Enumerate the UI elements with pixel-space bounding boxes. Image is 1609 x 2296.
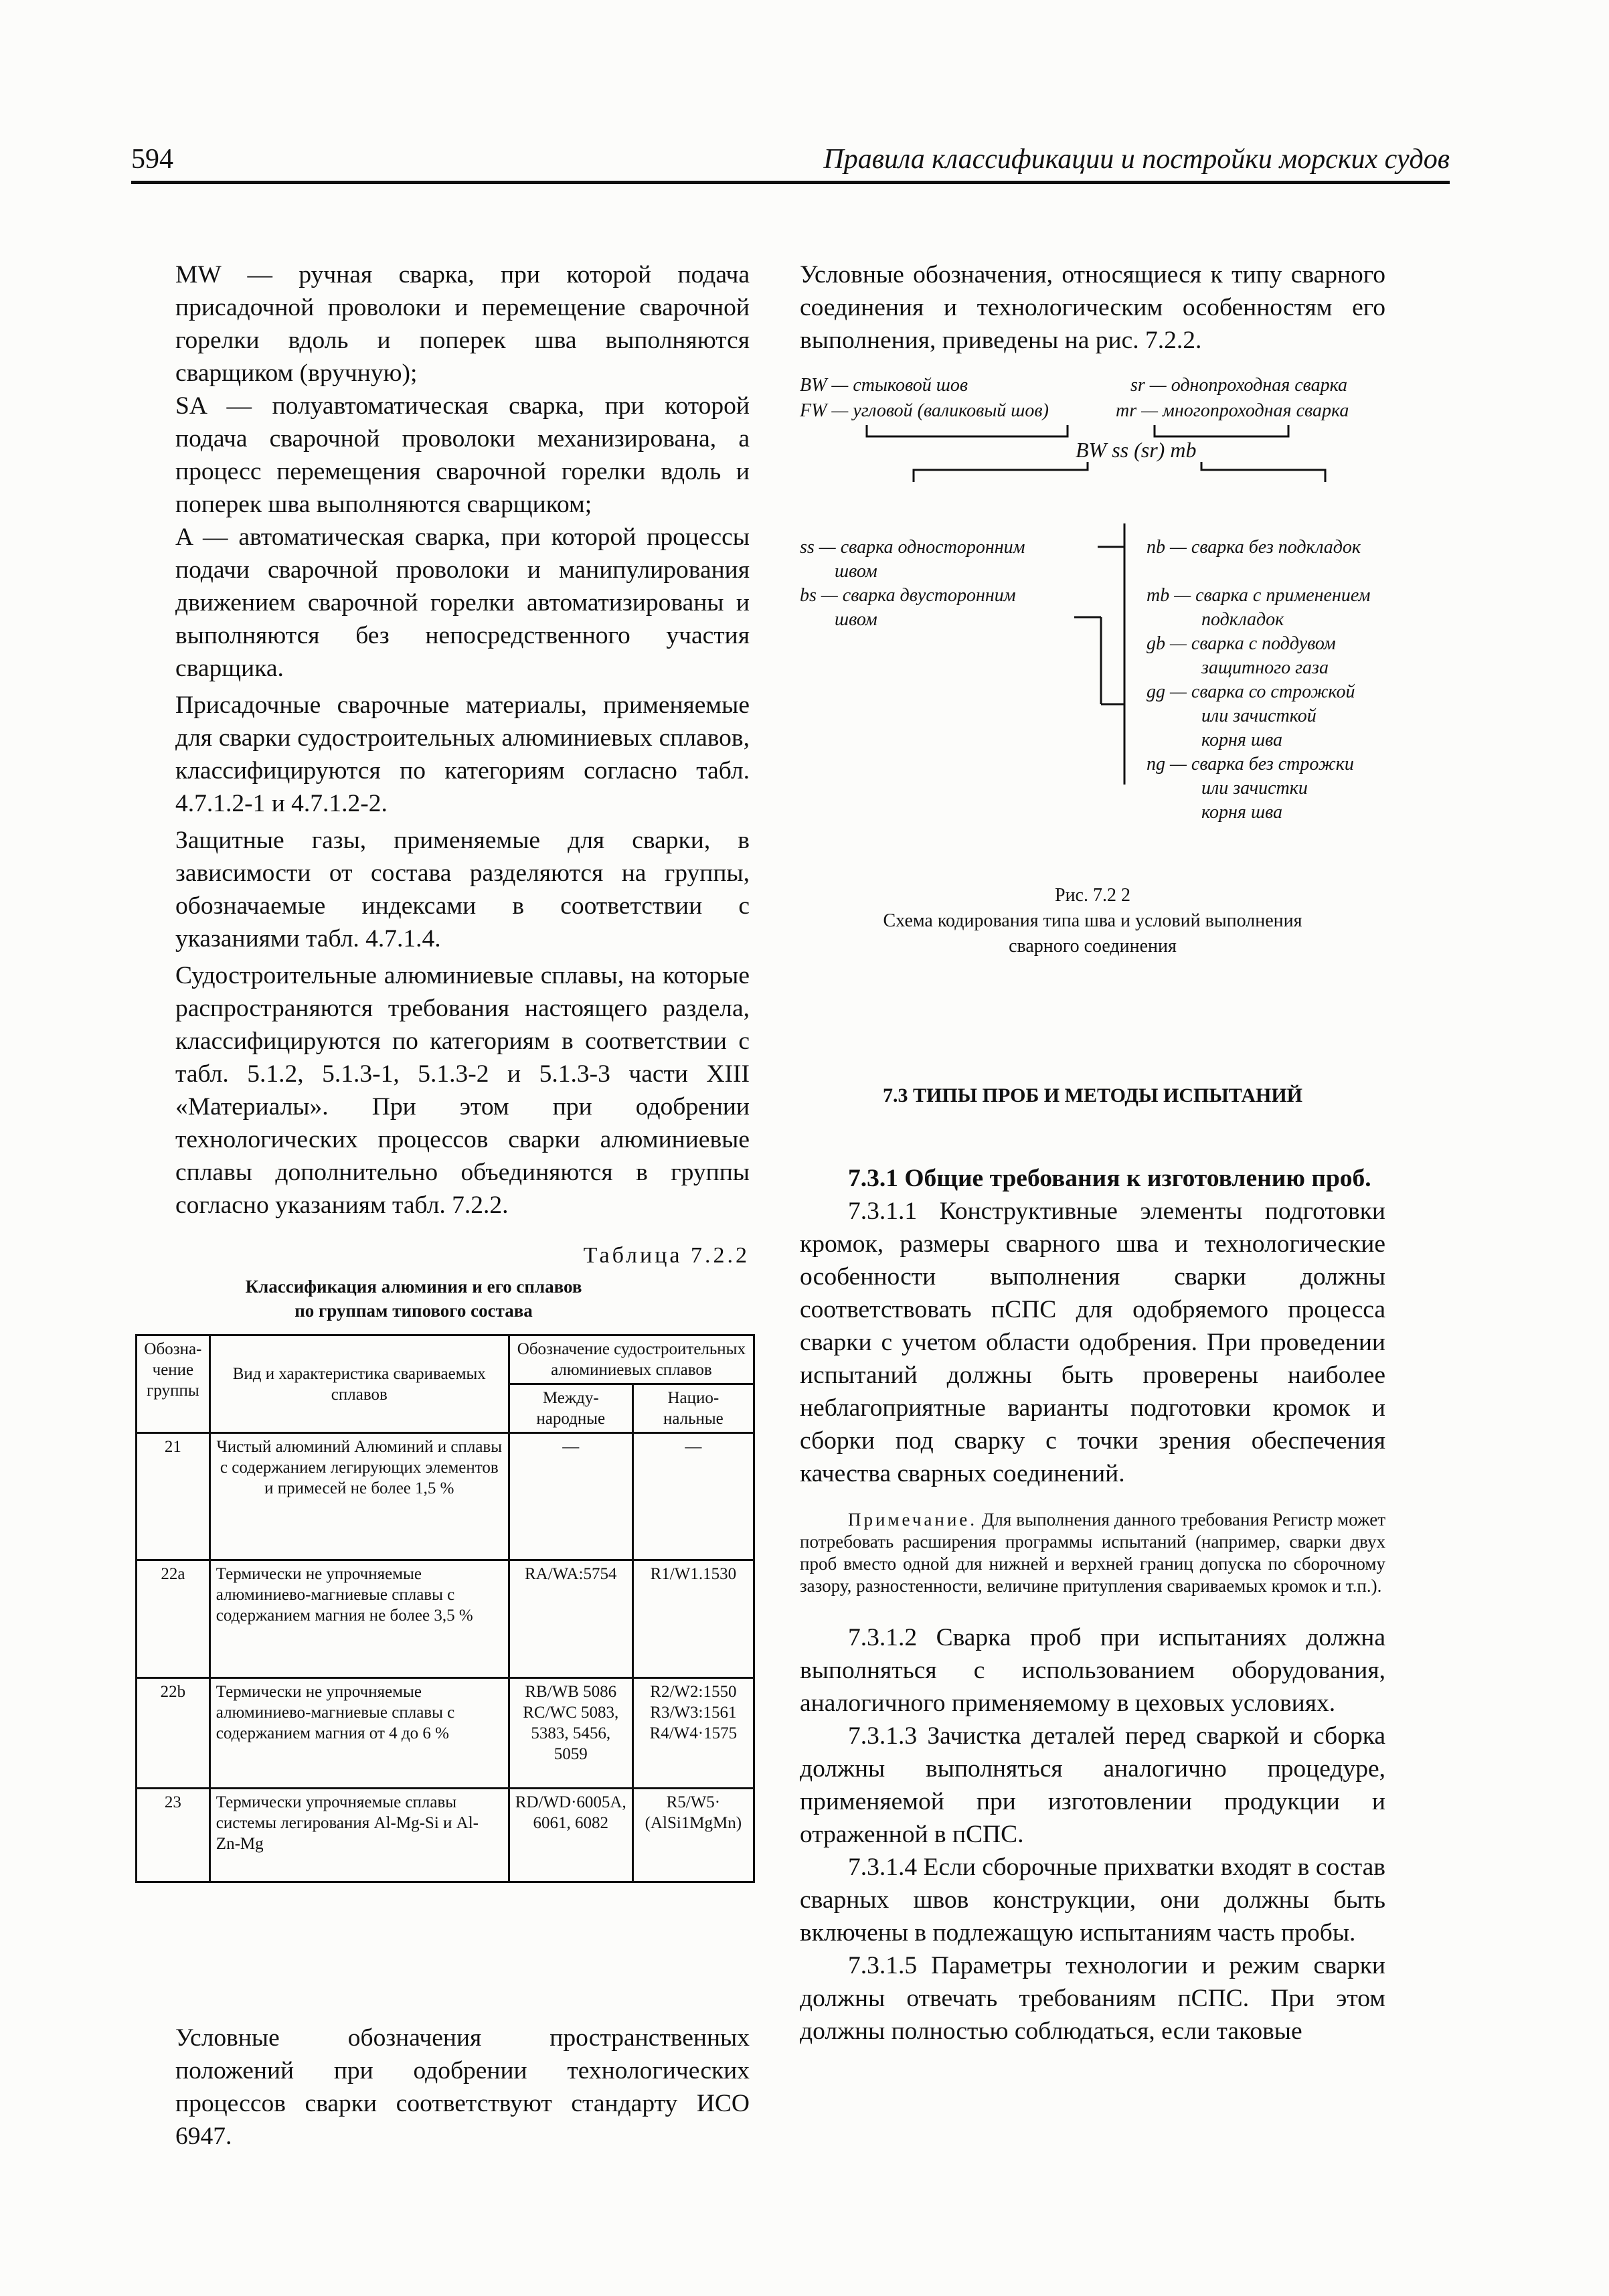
cell-nat: — [632,1433,754,1560]
running-title: Правила классификации и постройки морских судов [823,144,1450,175]
alloy-groups-table [135,1334,755,1883]
paragraph-mw: MW — ручная сварка, при которой подача присадочной проволоки и перемещение сварочной горелки вдоль и поперек шва выполняются сварщиком (вручную); [175,261,750,387]
paragraph-7312-number: 7.3.1.2 [848,1624,918,1651]
header-group: Обозна-чение группы [137,1335,210,1433]
subsection-731-title: Общие требования к изготовлению проб. [904,1165,1371,1192]
table-row [137,1560,754,1678]
paragraph-sa: SA — полуавтоматическая сварка, при которой подача сварочной проволоки механизирована, а процесс перемещения сварочной горелки вдоль и поперек шва выполняются сварщиком; [175,392,750,518]
cell-intl: — [509,1433,632,1560]
label-code: BW ss (sr) mb [1076,438,1197,462]
table-title-line1: Классификация алюминия и его сплавов [245,1277,582,1297]
paragraph-7312-text: Сварка проб при испытаниях должна выполняться с использованием оборудования, аналогичного применяемому в цеховых условиях. [800,1624,1385,1717]
paragraph-7313-text: Зачистка деталей перед сваркой и сборка должны выполняться аналогично процедуре, применяемой при изготовлении продукции и отраженной в пСПС. [800,1722,1385,1848]
label-bw: BW — стыковой шов [800,375,968,396]
paragraph-alloys: Судостроительные алюминиевые сплавы, на которые распространяются требования настоящего раздела, классифицируются по категориям в соответствии с табл. 5.1.2, 5.1.3-1, 5.1.3-2 и 5.1.3-3 части XIII «Материалы». При этом при одобрении технологических процессов сварки алюминиевые сплавы дополнительно объединяются в группы согласно указаниям табл. 7.2.2. [175,962,750,1219]
label-gg-cont2: корня шва [1201,730,1283,750]
paragraph-shielding-gases: Защитные газы, применяемые для сварки, в зависимости от состава разделяются на группы, обозначаемые индексами в соответствии с указаниями табл. 4.7.1.4. [175,827,750,953]
label-fw: FW — угловой (валиковый шов) [800,400,1049,421]
paragraph-7313-number: 7.3.1.3 [848,1722,918,1750]
paragraph-7311-number: 7.3.1.1 [848,1198,918,1225]
paragraph-7315-number: 7.3.1.5 [848,1952,918,1979]
label-mb: mb — сварка с применением [1147,585,1371,606]
header-designation: Обозначение судостроительных алюминиевых сплавов [509,1335,754,1384]
label-sr: sr — однопроходная сварка [1130,375,1348,396]
label-gb-cont: защитного газа [1201,657,1329,678]
header-international: Между-народные [509,1384,632,1433]
paragraph-7311-text: Конструктивные элементы подготовки кромок, размеры сварного шва и технологические особенности выполнения сварки должны соответствовать пСПС для одобряемого процесса сварки с учетом области одобрения. При проведении испытаний должны быть проверены наиболее неблагоприятные варианты подготовки кромок и сборки под сварку с точки зрения обеспечения качества сварных соединений. [800,1198,1386,1487]
page-number: 594 [131,144,173,175]
table-label: Таблица 7.2.2 [583,1243,750,1268]
paragraph-7314 [800,1851,1385,1949]
paragraph-7313 [800,1720,1385,1851]
figure-caption-line1: Схема кодирования типа шва и условий выполнения [883,910,1302,931]
cell-intl: RD/WD·6005A, 6061, 6082 [509,1789,632,1882]
header-kind: Вид и характеристика свариваемых сплавов [209,1335,509,1433]
cell-kind: Чистый алюминий Алюминий и сплавы с содержанием легирующих элементов и примесей не более 1,5 % [209,1433,509,1560]
cell-group: 21 [137,1433,210,1560]
label-nb: nb — сварка без подкладок [1147,537,1361,558]
right-intro: Условные обозначения, относящиеся к типу сварного соединения и технологическим особенностям его выполнения, приведены на рис. 7.2.2. [800,261,1385,354]
cell-group: 22b [137,1678,210,1789]
table-row [137,1789,754,1882]
paragraph-7315-text: Параметры технологии и режим сварки должны отвечать требованиям пСПС. При этом должны полностью соблюдаться, если таковые [800,1952,1385,2045]
cell-intl: RB/WB 5086 RC/WC 5083, 5383, 5456, 5059 [509,1678,632,1789]
cell-group: 22a [137,1560,210,1678]
label-gg: gg — сварка со строжкой [1147,681,1355,702]
label-mb-cont: подкладок [1201,609,1284,630]
paragraph-7314-text: Если сборочные прихватки входят в состав сварных швов конструкции, они должны быть включены в подлежащую испытаниям часть пробы. [800,1854,1385,1947]
label-ng: ng — сварка без строжки [1147,754,1354,774]
section-title: 7.3 ТИПЫ ПРОБ И МЕТОДЫ ИСПЫТАНИЙ [883,1084,1302,1106]
paragraph-7311 [800,1195,1385,1490]
table-title-line2: по группам типового состава [294,1301,533,1321]
figure-caption-line2: сварного соединения [1009,936,1177,957]
cell-nat: R5/W5· (AlSi1MgMn) [632,1789,754,1882]
subsection-731 [800,1162,1385,1195]
cell-intl: RA/WA:5754 [509,1560,632,1678]
note-text: Для выполнения данного требования Регистр может потребовать расширения программы испытаний (например, сварки двух проб вместо одной для нижней и верхней границ допуска по сборочному зазору, разностенности, величине притупления свариваемых кромок и т.п.). [800,1509,1386,1596]
header-national: Нацио-нальные [632,1384,754,1433]
paragraph-7315 [800,1949,1385,2048]
note [800,1509,1385,1597]
table-row [137,1433,754,1560]
label-ss-cont: швом [835,561,877,582]
cell-group: 23 [137,1789,210,1882]
label-ss: ss — сварка односторонним [800,537,1025,558]
paragraph-filler-materials: Присадочные сварочные материалы, применяемые для сварки судостроительных алюминиевых сплавов, классифицируются по категориям согласно табл. 4.7.1.2-1 и 4.7.1.2-2. [175,691,750,817]
subsection-731-number: 7.3.1 [848,1165,898,1192]
coding-diagram [800,370,1422,838]
note-label: Примечание. [848,1509,978,1530]
cell-kind: Термически не упрочняемые алюминиево-магниевые сплавы с содержанием магния от 4 до 6 % [209,1678,509,1789]
label-ng-cont: или зачистки [1201,778,1308,799]
label-bs: bs — сварка двусторонним [800,585,1016,606]
paragraph-iso: Условные обозначения пространственных положений при одобрении технологических процессов сварки соответствуют стандарту ИСО 6947. [175,2024,750,2150]
right-body [800,1162,1385,2048]
paragraph-7312 [800,1621,1385,1720]
paragraph-a: A — автоматическая сварка, при которой процессы подачи сварочной проволоки и манипулирования движением сварочной горелки автоматизированы и выполняются без непосредственного участия сварщика. [175,523,750,682]
paragraph-7314-number: 7.3.1.4 [848,1854,918,1881]
cell-kind: Термически упрочняемые сплавы системы легирования Al-Mg-Si и Al-Zn-Mg [209,1789,509,1882]
label-mr: mr — многопроходная сварка [1116,400,1349,421]
cell-nat: R2/W2:1550 R3/W3:1561 R4/W4·1575 [632,1678,754,1789]
label-bs-cont: швом [835,609,877,630]
cell-nat: R1/W1.1530 [632,1560,754,1678]
label-gb: gb — сварка с поддувом [1147,633,1336,654]
table-row [137,1678,754,1789]
label-ng-cont2: корня шва [1201,802,1283,823]
left-column [175,258,750,1222]
header-rule [131,181,1450,184]
cell-kind: Термически не упрочняемые алюминиево-магниевые сплавы с содержанием магния не более 3,5 % [209,1560,509,1678]
label-gg-cont: или зачисткой [1201,706,1317,726]
figure-number: Рис. 7.2 2 [1055,885,1130,906]
